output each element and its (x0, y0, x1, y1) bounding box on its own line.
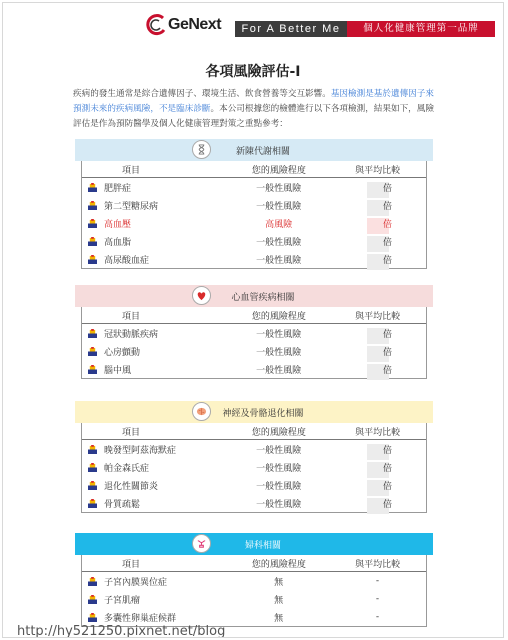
table-row (82, 196, 426, 214)
section-title: 婦科相關 (244, 540, 281, 551)
genext-logo (143, 13, 221, 37)
item-name: 高血壓 (104, 219, 132, 230)
column-header-risk: 您的風險程度 (251, 165, 306, 176)
bullet-icon (88, 365, 97, 374)
item-name: 高血脂 (104, 237, 132, 248)
table-row (82, 342, 426, 360)
risk-level: 無 (274, 595, 284, 606)
risk-section (75, 401, 433, 513)
table-row (82, 250, 426, 268)
column-header-compare: 與平均比較 (355, 311, 401, 322)
item-name: 骨質疏鬆 (104, 499, 141, 510)
compare-cell (329, 327, 426, 340)
compare-value: 倍 (383, 445, 393, 456)
heart-icon (192, 286, 211, 305)
item-name: 子宮肌瘤 (104, 595, 141, 606)
item-name: 退化性關節炎 (104, 481, 159, 492)
item-name: 多囊性卵巢症候群 (104, 613, 177, 624)
brain-icon (192, 402, 211, 421)
item-name: 肥胖症 (104, 183, 132, 194)
section-title: 心血管疾病相關 (231, 292, 295, 303)
bullet-icon (88, 595, 97, 604)
compare-cell (329, 217, 426, 230)
risk-level: 一般性風險 (256, 499, 302, 510)
section-title: 新陳代謝相關 (235, 146, 290, 157)
risk-level: 無 (274, 577, 284, 588)
bullet-icon (88, 219, 97, 228)
risk-level: 一般性風險 (256, 201, 302, 212)
intro-text-1: 疾病的發生通常是綜合遺傳因子、環境生活、飲食營養等交互影響。 (73, 89, 331, 99)
table-row (82, 572, 426, 590)
risk-level: 高風險 (265, 219, 293, 230)
table-row (82, 178, 426, 196)
section-header (75, 401, 433, 423)
table-header-row (82, 555, 426, 572)
compare-cell (329, 479, 426, 492)
bullet-icon (88, 445, 97, 454)
risk-table (81, 423, 427, 513)
compare-cell: - (375, 612, 380, 622)
compare-value: 倍 (383, 329, 393, 340)
bullet-icon (88, 499, 97, 508)
risk-level: 一般性風險 (256, 445, 302, 456)
risk-level: 一般性風險 (256, 463, 302, 474)
column-header-item: 項目 (122, 165, 141, 176)
table-row (82, 214, 426, 232)
compare-cell (329, 363, 426, 376)
uterus-icon (192, 534, 211, 553)
column-header-risk: 您的風險程度 (251, 311, 306, 322)
column-header-risk: 您的風險程度 (251, 559, 306, 570)
table-row (82, 324, 426, 342)
risk-level: 一般性風險 (256, 481, 302, 492)
compare-cell (329, 181, 426, 194)
bullet-icon (88, 201, 97, 210)
item-name: 高尿酸血症 (104, 255, 150, 266)
bullet-icon (88, 183, 97, 192)
section-title: 神經及骨骼退化相關 (222, 408, 304, 419)
compare-cell: - (375, 594, 380, 604)
risk-level: 一般性風險 (256, 329, 302, 340)
compare-value: 倍 (383, 201, 393, 212)
tagline-bar: 個人化健康管理第一品牌 (347, 21, 495, 37)
risk-table (81, 307, 427, 379)
bullet-icon (88, 463, 97, 472)
bullet-icon (88, 329, 97, 338)
item-name: 腦中風 (104, 365, 132, 376)
bullet-icon (88, 613, 97, 622)
compare-value: 倍 (383, 365, 393, 376)
logo-swoosh-icon (143, 14, 167, 36)
column-header-item: 項目 (122, 311, 141, 322)
column-header-compare: 與平均比較 (355, 559, 401, 570)
compare-value: 倍 (383, 219, 393, 230)
slogan-bar: For A Better Me (235, 21, 347, 37)
compare-value: 倍 (383, 481, 393, 492)
table-row (82, 458, 426, 476)
compare-cell (329, 253, 426, 266)
risk-level: 一般性風險 (256, 365, 302, 376)
compare-value: 倍 (383, 237, 393, 248)
compare-value: 倍 (383, 463, 393, 474)
compare-cell (329, 461, 426, 474)
table-row (82, 494, 426, 512)
bullet-icon (88, 577, 97, 586)
risk-section (75, 139, 433, 269)
table-row (82, 476, 426, 494)
compare-value: 倍 (383, 347, 393, 358)
item-name: 心房顫動 (104, 347, 141, 358)
column-header-risk: 您的風險程度 (251, 427, 306, 438)
risk-table (81, 161, 427, 269)
risk-level: 一般性風險 (256, 237, 302, 248)
compare-value: 倍 (383, 499, 393, 510)
hourglass-icon (192, 140, 211, 159)
risk-section (75, 285, 433, 379)
compare-cell: - (375, 576, 380, 586)
item-name: 冠狀動脈疾病 (104, 329, 159, 340)
table-row (82, 440, 426, 458)
intro-paragraph (73, 87, 437, 132)
compare-cell (329, 235, 426, 248)
bullet-icon (88, 347, 97, 356)
section-header (75, 533, 433, 555)
section-header (75, 285, 433, 307)
table-row (82, 232, 426, 250)
table-row (82, 360, 426, 378)
section-header (75, 139, 433, 161)
intro-text-2: 。本公司根據您的檢體進行以下各項檢測，結果如下，風險評估是作為預防醫學及個人化健康管理對策之重點參考： (73, 104, 434, 129)
report-page (2, 2, 504, 638)
bullet-icon (88, 255, 97, 264)
bullet-icon (88, 481, 97, 490)
column-header-compare: 與平均比較 (355, 165, 401, 176)
risk-level: 一般性風險 (256, 255, 302, 266)
risk-level: 一般性風險 (256, 347, 302, 358)
compare-value: 倍 (383, 183, 393, 194)
risk-level: 無 (274, 613, 284, 624)
compare-cell (329, 345, 426, 358)
item-name: 第二型糖尿病 (104, 201, 159, 212)
table-header-row (82, 161, 426, 178)
risk-section (75, 533, 433, 627)
risk-table (81, 555, 427, 627)
column-header-item: 項目 (122, 427, 141, 438)
column-header-compare: 與平均比較 (355, 427, 401, 438)
bullet-icon (88, 237, 97, 246)
watermark-url: http://hy521250.pixnet.net/blog (17, 624, 226, 638)
item-name: 子宮內膜異位症 (104, 577, 168, 588)
compare-cell (329, 199, 426, 212)
column-header-item: 項目 (122, 559, 141, 570)
compare-value: 倍 (383, 255, 393, 266)
compare-cell (329, 497, 426, 510)
brand-name: GeNext (168, 16, 222, 33)
compare-cell (329, 443, 426, 456)
table-row (82, 590, 426, 608)
item-name: 帕金森氏症 (104, 463, 150, 474)
table-header-row (82, 423, 426, 440)
page-title: 各項風險評估-I (205, 64, 301, 80)
intro-highlight: 基因檢測是基於遺傳因子來預測未來的疾病風險，不是臨床診斷 (73, 89, 434, 114)
table-header-row (82, 307, 426, 324)
risk-level: 一般性風險 (256, 183, 302, 194)
item-name: 晚發型阿茲海默症 (104, 445, 177, 456)
